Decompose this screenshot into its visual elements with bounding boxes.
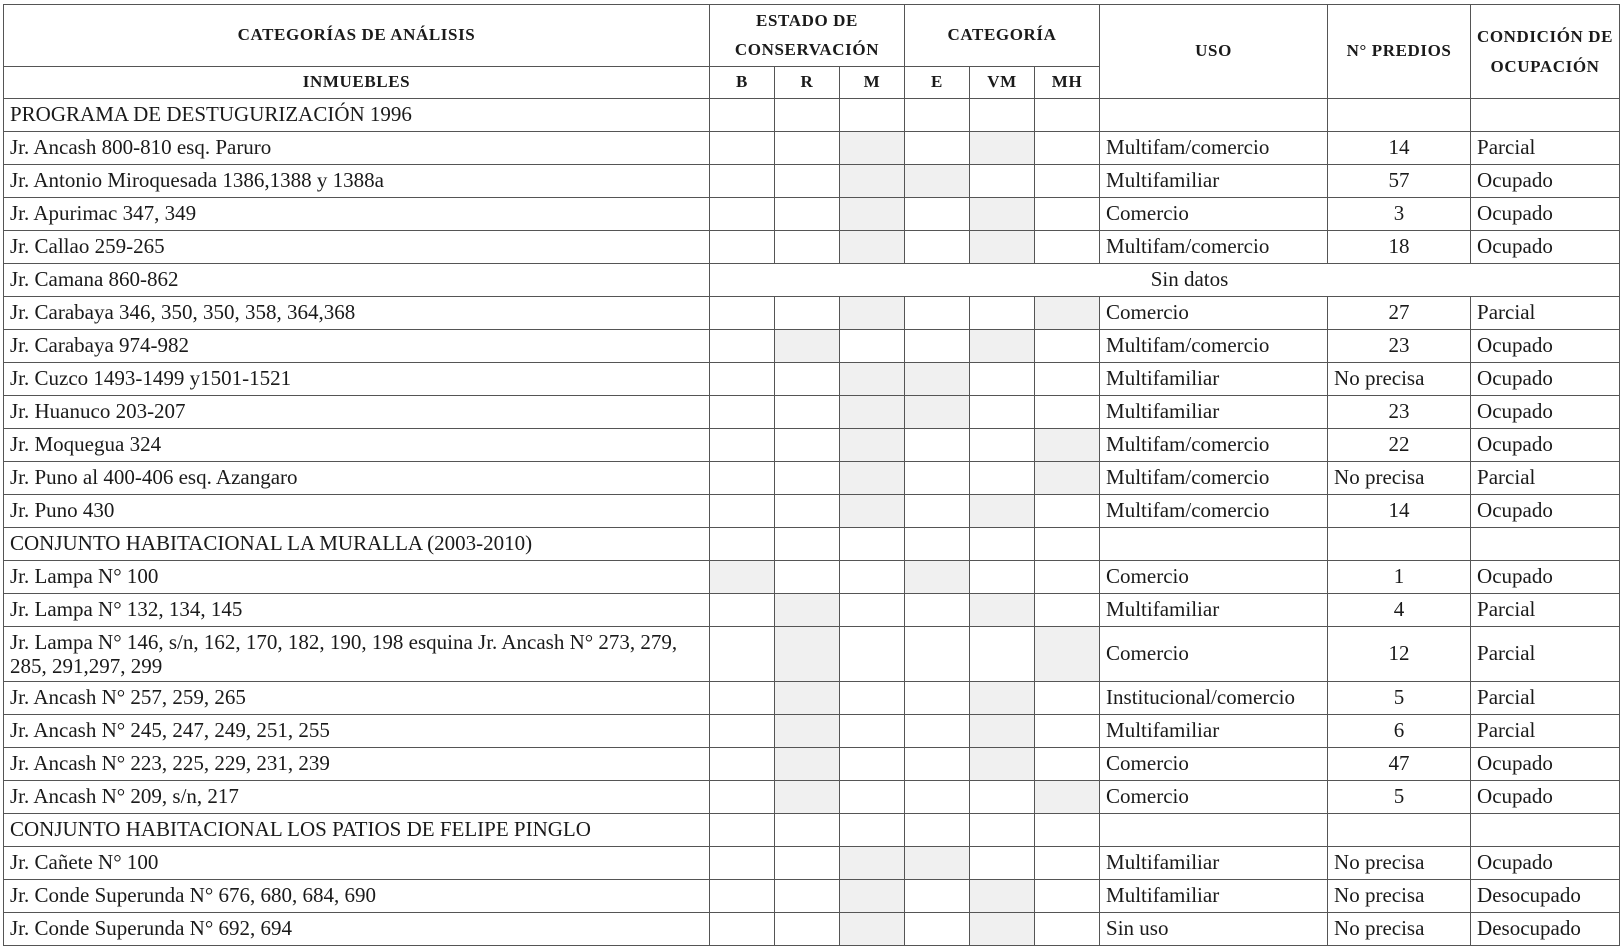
mark-cell-mh	[1035, 715, 1100, 748]
mark-cell-r	[775, 396, 840, 429]
predios-cell: No precisa	[1328, 462, 1471, 495]
predios-cell: 23	[1328, 396, 1471, 429]
condicion-cell: Desocupado	[1471, 913, 1620, 946]
mark-cell-vm	[970, 231, 1035, 264]
uso-cell: Multifamiliar	[1100, 396, 1328, 429]
predios-cell: 3	[1328, 198, 1471, 231]
condicion-cell: Ocupado	[1471, 748, 1620, 781]
mark-cell-b	[710, 198, 775, 231]
mark-cell-r	[775, 429, 840, 462]
header-predios: N° PREDIOS	[1328, 5, 1471, 99]
mark-cell-b	[710, 396, 775, 429]
uso-cell: Multifam/comercio	[1100, 330, 1328, 363]
mark-cell-vm	[970, 330, 1035, 363]
table-row	[4, 748, 1620, 781]
table-row	[4, 132, 1620, 165]
mark-cell-m	[840, 132, 905, 165]
mark-cell-mh	[1035, 682, 1100, 715]
mark-cell-vm	[970, 429, 1035, 462]
table-row	[4, 462, 1620, 495]
mark-cell-mh	[1035, 847, 1100, 880]
table-row	[4, 715, 1620, 748]
header-e: E	[905, 67, 970, 99]
mark-cell-e	[905, 682, 970, 715]
table-row	[4, 429, 1620, 462]
predios-cell: 4	[1328, 594, 1471, 627]
mark-cell-r	[775, 594, 840, 627]
header-uso: USO	[1100, 5, 1328, 99]
address-cell: Jr. Moquegua 324	[4, 429, 710, 462]
mark-cell-vm	[970, 165, 1035, 198]
mark-cell-m	[840, 781, 905, 814]
condicion-cell: Parcial	[1471, 682, 1620, 715]
mark-cell-vm	[970, 396, 1035, 429]
mark-cell-r	[775, 462, 840, 495]
mark-cell-m	[840, 363, 905, 396]
table-row	[4, 330, 1620, 363]
address-cell: Jr. Lampa N° 132, 134, 145	[4, 594, 710, 627]
header-vm: VM	[970, 67, 1035, 99]
condicion-cell: Parcial	[1471, 715, 1620, 748]
mark-cell-b	[710, 297, 775, 330]
mark-cell-mh	[1035, 198, 1100, 231]
predios-cell: 27	[1328, 297, 1471, 330]
uso-cell: Comercio	[1100, 748, 1328, 781]
predios-cell: No precisa	[1328, 363, 1471, 396]
mark-cell-m	[840, 748, 905, 781]
address-cell: Jr. Ancash N° 223, 225, 229, 231, 239	[4, 748, 710, 781]
table-row	[4, 682, 1620, 715]
no-data-cell: Sin datos	[710, 264, 1620, 297]
mark-cell-b	[710, 880, 775, 913]
mark-cell-m	[840, 682, 905, 715]
table-row	[4, 297, 1620, 330]
mark-cell-mh	[1035, 627, 1100, 682]
mark-cell-vm	[970, 594, 1035, 627]
mark-cell-r	[775, 715, 840, 748]
mark-cell-e	[905, 132, 970, 165]
mark-cell-vm	[970, 627, 1035, 682]
address-cell: Jr. Ancash N° 245, 247, 249, 251, 255	[4, 715, 710, 748]
mark-cell-vm	[970, 748, 1035, 781]
address-cell: Jr. Ancash 800-810 esq. Paruro	[4, 132, 710, 165]
table-row	[4, 594, 1620, 627]
uso-cell: Multifam/comercio	[1100, 132, 1328, 165]
address-cell: Jr. Carabaya 346, 350, 350, 358, 364,368	[4, 297, 710, 330]
condicion-cell: Ocupado	[1471, 396, 1620, 429]
mark-cell-mh	[1035, 396, 1100, 429]
table-row	[4, 198, 1620, 231]
mark-cell-e	[905, 297, 970, 330]
section-title: CONJUNTO HABITACIONAL LA MURALLA (2003-2010)	[4, 528, 710, 561]
predios-cell: No precisa	[1328, 847, 1471, 880]
mark-cell-mh	[1035, 165, 1100, 198]
table-row	[4, 231, 1620, 264]
table-row	[4, 880, 1620, 913]
mark-cell-mh	[1035, 297, 1100, 330]
uso-cell: Multifam/comercio	[1100, 231, 1328, 264]
condicion-cell: Parcial	[1471, 462, 1620, 495]
mark-cell-b	[710, 561, 775, 594]
mark-cell-m	[840, 330, 905, 363]
predios-cell: 22	[1328, 429, 1471, 462]
mark-cell-b	[710, 429, 775, 462]
section-title: PROGRAMA DE DESTUGURIZACIÓN 1996	[4, 99, 710, 132]
mark-cell-mh	[1035, 330, 1100, 363]
mark-cell-r	[775, 682, 840, 715]
address-cell: Jr. Huanuco 203-207	[4, 396, 710, 429]
condicion-cell: Ocupado	[1471, 231, 1620, 264]
header-inmuebles: INMUEBLES	[4, 67, 710, 99]
condicion-cell: Ocupado	[1471, 495, 1620, 528]
mark-cell-vm	[970, 715, 1035, 748]
mark-cell-b	[710, 781, 775, 814]
address-cell: Jr. Conde Superunda N° 692, 694	[4, 913, 710, 946]
mark-cell-vm	[970, 913, 1035, 946]
mark-cell-r	[775, 495, 840, 528]
mark-cell-mh	[1035, 913, 1100, 946]
table-row	[4, 396, 1620, 429]
mark-cell-m	[840, 396, 905, 429]
mark-cell-r	[775, 748, 840, 781]
condicion-cell: Ocupado	[1471, 165, 1620, 198]
mark-cell-b	[710, 682, 775, 715]
header-r: R	[775, 67, 840, 99]
mark-cell-m	[840, 913, 905, 946]
mark-cell-mh	[1035, 594, 1100, 627]
uso-cell: Institucional/comercio	[1100, 682, 1328, 715]
mark-cell-b	[710, 627, 775, 682]
address-cell: Jr. Antonio Miroquesada 1386,1388 y 1388a	[4, 165, 710, 198]
table-row	[4, 165, 1620, 198]
uso-cell: Multifam/comercio	[1100, 495, 1328, 528]
section-row	[4, 99, 1620, 132]
address-cell: Jr. Cañete N° 100	[4, 847, 710, 880]
mark-cell-vm	[970, 561, 1035, 594]
address-cell: Jr. Ancash N° 257, 259, 265	[4, 682, 710, 715]
mark-cell-r	[775, 363, 840, 396]
mark-cell-vm	[970, 297, 1035, 330]
mark-cell-m	[840, 847, 905, 880]
address-cell: Jr. Puno al 400-406 esq. Azangaro	[4, 462, 710, 495]
address-cell: Jr. Puno 430	[4, 495, 710, 528]
predios-cell: 23	[1328, 330, 1471, 363]
predios-cell: No precisa	[1328, 880, 1471, 913]
mark-cell-r	[775, 231, 840, 264]
header-condicion: CONDICIÓN DE OCUPACIÓN	[1471, 5, 1620, 99]
mark-cell-m	[840, 715, 905, 748]
condicion-cell: Parcial	[1471, 132, 1620, 165]
mark-cell-r	[775, 847, 840, 880]
uso-cell: Comercio	[1100, 781, 1328, 814]
mark-cell-mh	[1035, 781, 1100, 814]
address-cell: Jr. Lampa N° 100	[4, 561, 710, 594]
mark-cell-vm	[970, 198, 1035, 231]
table-row	[4, 561, 1620, 594]
mark-cell-r	[775, 880, 840, 913]
predios-cell: 6	[1328, 715, 1471, 748]
mark-cell-m	[840, 561, 905, 594]
mark-cell-m	[840, 594, 905, 627]
address-cell: Jr. Conde Superunda N° 676, 680, 684, 690	[4, 880, 710, 913]
condicion-cell: Ocupado	[1471, 330, 1620, 363]
condicion-cell: Ocupado	[1471, 561, 1620, 594]
predios-cell: 14	[1328, 495, 1471, 528]
mark-cell-m	[840, 429, 905, 462]
mark-cell-e	[905, 462, 970, 495]
mark-cell-mh	[1035, 429, 1100, 462]
mark-cell-e	[905, 913, 970, 946]
mark-cell-e	[905, 627, 970, 682]
condicion-cell: Ocupado	[1471, 363, 1620, 396]
mark-cell-mh	[1035, 748, 1100, 781]
mark-cell-m	[840, 880, 905, 913]
address-cell: Jr. Callao 259-265	[4, 231, 710, 264]
mark-cell-vm	[970, 781, 1035, 814]
condicion-cell: Ocupado	[1471, 781, 1620, 814]
mark-cell-r	[775, 198, 840, 231]
uso-cell: Multifamiliar	[1100, 715, 1328, 748]
mark-cell-b	[710, 748, 775, 781]
uso-cell: Multifamiliar	[1100, 880, 1328, 913]
predios-cell: 1	[1328, 561, 1471, 594]
mark-cell-m	[840, 231, 905, 264]
uso-cell: Multifam/comercio	[1100, 462, 1328, 495]
table-row	[4, 264, 1620, 297]
uso-cell: Multifamiliar	[1100, 363, 1328, 396]
mark-cell-e	[905, 396, 970, 429]
table-row	[4, 363, 1620, 396]
mark-cell-e	[905, 495, 970, 528]
predios-cell: 12	[1328, 627, 1471, 682]
inmuebles-table	[3, 4, 1620, 946]
condicion-cell: Ocupado	[1471, 198, 1620, 231]
mark-cell-mh	[1035, 880, 1100, 913]
condicion-cell: Parcial	[1471, 297, 1620, 330]
mark-cell-b	[710, 913, 775, 946]
mark-cell-vm	[970, 363, 1035, 396]
predios-cell: No precisa	[1328, 913, 1471, 946]
mark-cell-r	[775, 132, 840, 165]
header-mh: MH	[1035, 67, 1100, 99]
predios-cell: 18	[1328, 231, 1471, 264]
mark-cell-b	[710, 363, 775, 396]
address-cell: Jr. Lampa N° 146, s/n, 162, 170, 182, 190, 198 esquina Jr. Ancash N° 273, 279, 285, 291,297, 299	[4, 627, 710, 682]
mark-cell-vm	[970, 495, 1035, 528]
predios-cell: 14	[1328, 132, 1471, 165]
mark-cell-e	[905, 781, 970, 814]
uso-cell: Comercio	[1100, 561, 1328, 594]
header-categorias: CATEGORÍAS DE ANÁLISIS	[4, 5, 710, 67]
mark-cell-e	[905, 198, 970, 231]
predios-cell: 57	[1328, 165, 1471, 198]
predios-cell: 5	[1328, 682, 1471, 715]
mark-cell-e	[905, 165, 970, 198]
address-cell: Jr. Ancash N° 209, s/n, 217	[4, 781, 710, 814]
mark-cell-e	[905, 561, 970, 594]
mark-cell-b	[710, 715, 775, 748]
mark-cell-mh	[1035, 132, 1100, 165]
mark-cell-r	[775, 781, 840, 814]
mark-cell-m	[840, 165, 905, 198]
uso-cell: Comercio	[1100, 297, 1328, 330]
table-row	[4, 627, 1620, 682]
table-container	[3, 4, 1620, 946]
condicion-cell: Ocupado	[1471, 847, 1620, 880]
mark-cell-b	[710, 495, 775, 528]
mark-cell-vm	[970, 847, 1035, 880]
mark-cell-b	[710, 165, 775, 198]
mark-cell-mh	[1035, 231, 1100, 264]
table-row	[4, 781, 1620, 814]
uso-cell: Multifam/comercio	[1100, 429, 1328, 462]
mark-cell-b	[710, 231, 775, 264]
mark-cell-r	[775, 330, 840, 363]
uso-cell: Multifamiliar	[1100, 847, 1328, 880]
condicion-cell: Ocupado	[1471, 429, 1620, 462]
condicion-cell: Desocupado	[1471, 880, 1620, 913]
section-row	[4, 528, 1620, 561]
mark-cell-e	[905, 715, 970, 748]
mark-cell-m	[840, 198, 905, 231]
mark-cell-b	[710, 462, 775, 495]
mark-cell-b	[710, 594, 775, 627]
mark-cell-b	[710, 847, 775, 880]
mark-cell-b	[710, 132, 775, 165]
mark-cell-vm	[970, 462, 1035, 495]
mark-cell-e	[905, 231, 970, 264]
mark-cell-e	[905, 330, 970, 363]
mark-cell-m	[840, 627, 905, 682]
address-cell: Jr. Carabaya 974-982	[4, 330, 710, 363]
mark-cell-e	[905, 847, 970, 880]
uso-cell: Sin uso	[1100, 913, 1328, 946]
mark-cell-vm	[970, 880, 1035, 913]
condicion-cell: Parcial	[1471, 594, 1620, 627]
mark-cell-r	[775, 627, 840, 682]
mark-cell-mh	[1035, 462, 1100, 495]
mark-cell-r	[775, 297, 840, 330]
mark-cell-e	[905, 748, 970, 781]
mark-cell-vm	[970, 132, 1035, 165]
header-m: M	[840, 67, 905, 99]
mark-cell-m	[840, 297, 905, 330]
header-b: B	[710, 67, 775, 99]
mark-cell-e	[905, 363, 970, 396]
address-cell: Jr. Camana 860-862	[4, 264, 710, 297]
condicion-cell: Parcial	[1471, 627, 1620, 682]
address-cell: Jr. Apurimac 347, 349	[4, 198, 710, 231]
table-body	[4, 99, 1620, 946]
section-row	[4, 814, 1620, 847]
mark-cell-vm	[970, 682, 1035, 715]
uso-cell: Comercio	[1100, 627, 1328, 682]
mark-cell-r	[775, 165, 840, 198]
uso-cell: Multifamiliar	[1100, 165, 1328, 198]
mark-cell-mh	[1035, 363, 1100, 396]
mark-cell-mh	[1035, 561, 1100, 594]
table-row	[4, 913, 1620, 946]
uso-cell: Comercio	[1100, 198, 1328, 231]
mark-cell-e	[905, 594, 970, 627]
predios-cell: 5	[1328, 781, 1471, 814]
uso-cell: Multifamiliar	[1100, 594, 1328, 627]
mark-cell-e	[905, 429, 970, 462]
section-title: CONJUNTO HABITACIONAL LOS PATIOS DE FELIPE PINGLO	[4, 814, 710, 847]
header-categoria: CATEGORÍA	[905, 5, 1100, 67]
mark-cell-e	[905, 880, 970, 913]
address-cell: Jr. Cuzco 1493-1499 y1501-1521	[4, 363, 710, 396]
header-estado: ESTADO DE CONSERVACIÓN	[710, 5, 905, 67]
mark-cell-b	[710, 330, 775, 363]
mark-cell-m	[840, 495, 905, 528]
predios-cell: 47	[1328, 748, 1471, 781]
table-row	[4, 495, 1620, 528]
mark-cell-r	[775, 561, 840, 594]
mark-cell-r	[775, 913, 840, 946]
table-row	[4, 847, 1620, 880]
mark-cell-m	[840, 462, 905, 495]
mark-cell-mh	[1035, 495, 1100, 528]
